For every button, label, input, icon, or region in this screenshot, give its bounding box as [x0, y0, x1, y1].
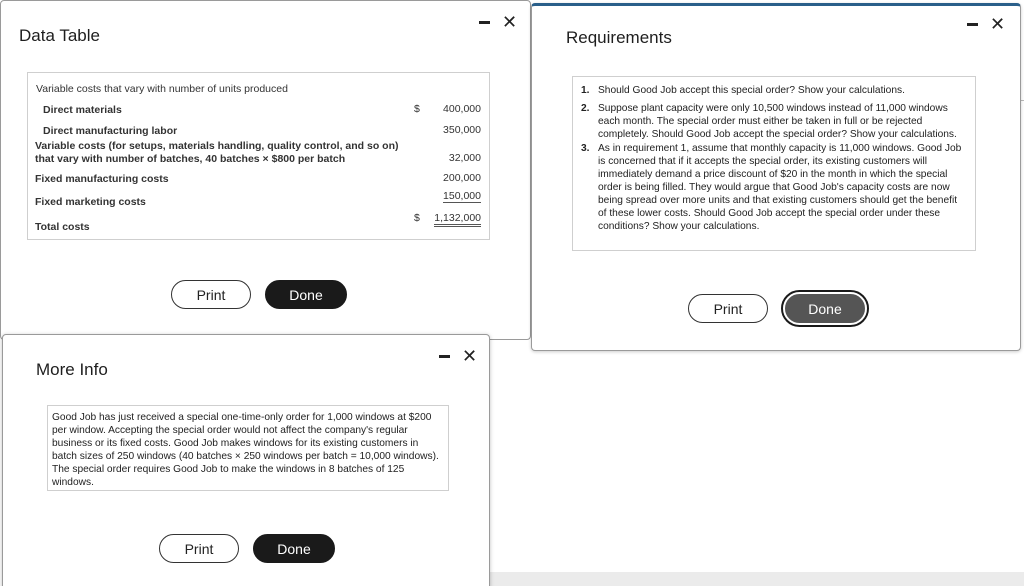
currency-symbol: $: [414, 103, 420, 115]
more-info-dialog: [2, 334, 490, 586]
print-button[interactable]: Print: [688, 294, 768, 323]
row-label: Total costs: [35, 221, 90, 233]
dialog-title: Data Table: [19, 26, 100, 45]
item-text: Should Good Job accept this special order? Show your calculations.: [598, 85, 905, 96]
row-label: Direct manufacturing labor: [43, 125, 178, 137]
data-table-dialog: [0, 0, 531, 340]
list-item: [581, 84, 967, 97]
close-icon[interactable]: ✕: [990, 14, 1006, 34]
row-value: 1,132,000: [434, 212, 481, 227]
minimize-icon[interactable]: [967, 23, 978, 26]
print-button[interactable]: Print: [171, 280, 251, 309]
more-info-text-box: [47, 405, 449, 491]
window-controls: [439, 347, 477, 365]
item-number: 2.: [581, 103, 590, 114]
item-number: 1.: [581, 85, 590, 96]
window-controls: [967, 15, 1005, 33]
background-strip: [488, 572, 1024, 586]
dialog-title: More Info: [36, 360, 108, 379]
row-value: 200,000: [443, 172, 481, 184]
dialog-title: Requirements: [566, 28, 672, 47]
row-label-continued: that vary with number of batches, 40 batches × $800 per batch: [35, 153, 346, 165]
more-info-text: Good Job has just received a special one-time-only order for 1,000 windows at $200 per window. Accepting the special order would not affect the company's regular business or its fixed costs. Good Job makes windows for its existing customers in batch sizes of 250 windows (40 batches × 250 windows per batch = 10,000 windows). The special order requires Good Job to make the windows in 8 batches of 125 windows.: [52, 412, 439, 488]
row-value: 150,000: [443, 190, 481, 202]
done-button[interactable]: Done: [785, 294, 865, 323]
row-label: Direct materials: [43, 104, 122, 116]
table-header: Variable costs that vary with number of units produced: [36, 83, 288, 95]
done-button[interactable]: Done: [265, 280, 347, 309]
list-item: [581, 142, 967, 233]
minimize-icon[interactable]: [479, 21, 490, 24]
item-text: Suppose plant capacity were only 10,500 windows instead of 11,000 windows each month. The special order must either be taken in full or be rejected completely. Should Good Job accept the special order? Show your calculations.: [598, 103, 957, 140]
close-icon[interactable]: ✕: [462, 346, 478, 366]
row-value: 350,000: [443, 124, 481, 136]
print-button[interactable]: Print: [159, 534, 239, 563]
data-table: [27, 72, 490, 240]
row-label: Fixed manufacturing costs: [35, 173, 169, 185]
close-icon[interactable]: ✕: [502, 12, 518, 32]
item-number: 3.: [581, 143, 590, 154]
row-value-cell: [411, 212, 481, 224]
requirements-list: [572, 76, 976, 251]
row-label: Variable costs (for setups, materials handling, quality control, and so on): [35, 140, 399, 152]
row-value-cell: [411, 190, 481, 204]
currency-symbol: $: [414, 212, 420, 224]
requirements-dialog: [531, 3, 1021, 351]
row-label: Fixed marketing costs: [35, 196, 146, 208]
list-item: [581, 102, 967, 141]
row-value: 32,000: [448, 152, 481, 164]
item-text: As in requirement 1, assume that monthly capacity is 11,000 windows. Good Job is concerned that if it accepts the special order, its existing customers will immediately demand a price discount of $20 in the month in which the special order is being filled. They would argue that Good Job's capacity costs are now being spread over more units and that existing customers should get the benefit of these lower costs. Should Good Job accept the special order under these conditions? Show your calculations.: [598, 143, 962, 232]
window-controls: [479, 13, 517, 31]
done-button[interactable]: Done: [253, 534, 335, 563]
row-value: 400,000: [443, 103, 481, 115]
minimize-icon[interactable]: [439, 355, 450, 358]
